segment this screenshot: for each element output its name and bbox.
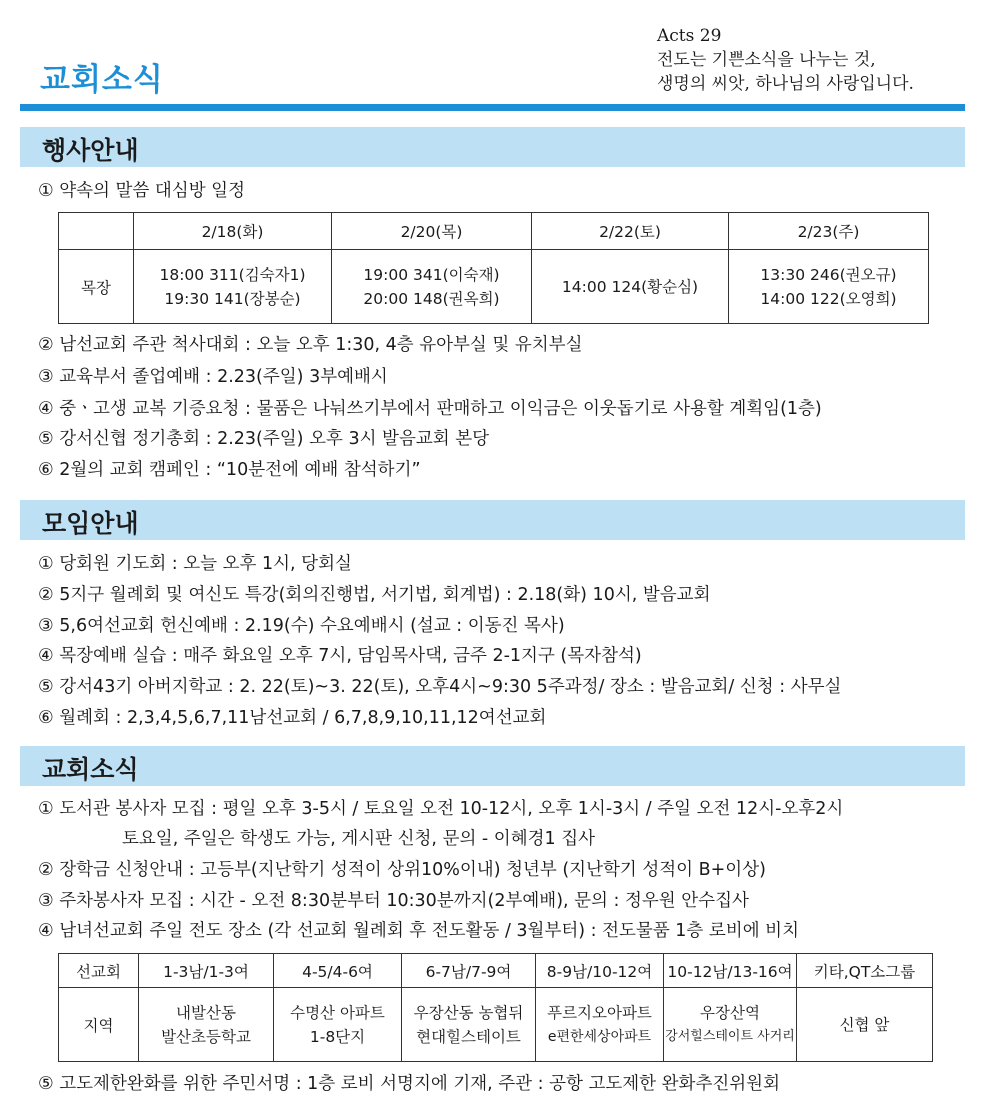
header-divider bbox=[20, 104, 965, 111]
motto bbox=[657, 24, 914, 96]
table-cell bbox=[536, 988, 664, 1062]
events-item-3: ③ 교육부서 졸업예배 : 2.23(주일) 3부예배시 bbox=[38, 367, 388, 387]
cell-line: e편한세상아파트 bbox=[547, 1028, 652, 1045]
table-cell bbox=[729, 250, 929, 324]
news-item-3: ③ 주차봉사자 모집 : 시간 - 오전 8:30분부터 10:30분까지(2부예배), 문의 : 정우원 안수집사 bbox=[38, 891, 749, 911]
table-header-cell: 선교회 bbox=[59, 954, 139, 988]
news-item-1: ① 도서관 봉사자 모집 : 평일 오후 3-5시 / 토요일 오전 10-12시, 오후 1시-3시 / 주일 오전 12시-오후2시 bbox=[38, 799, 844, 819]
meetings-item-4: ④ 목장예배 실습 : 매주 화요일 오후 7시, 담임목사댁, 금주 2-1지구 (목자참석) bbox=[38, 646, 642, 666]
table-header-cell: 1-3남/1-3여 bbox=[139, 954, 274, 988]
section-events-bar bbox=[20, 127, 965, 167]
news-item-1-detail: 토요일, 주일은 학생도 가능, 게시판 신청, 문의 - 이혜경1 집사 bbox=[122, 829, 596, 849]
cell-line: 현대힐스테이트 bbox=[416, 1027, 521, 1046]
section-meetings-bar bbox=[20, 500, 965, 540]
table-header-cell: 2/20(목) bbox=[332, 213, 532, 250]
news-item-4: ④ 남녀선교회 주일 전도 장소 (각 선교회 월례회 후 전도활동 / 3월부터) : 전도물품 1층 로비에 비치 bbox=[38, 921, 799, 941]
table-cell bbox=[532, 250, 729, 324]
events-item-4: ④ 중ㆍ고생 교복 기증요청 : 물품은 나눠쓰기부에서 판매하고 이익금은 이웃돕기로 사용할 계획임(1층) bbox=[38, 399, 822, 419]
motto-line: Acts 29 bbox=[657, 26, 722, 46]
meetings-item-1: ① 당회원 기도회 : 오늘 오후 1시, 당회실 bbox=[38, 554, 352, 574]
table-header-row bbox=[59, 213, 929, 250]
cell-line: 수명산 아파트 bbox=[290, 1003, 385, 1022]
table-header-cell: 6-7남/7-9여 bbox=[402, 954, 536, 988]
table-cell bbox=[664, 988, 797, 1062]
table-header-cell: 2/18(화) bbox=[134, 213, 332, 250]
cell-line: 19:00 341(이숙재) bbox=[363, 265, 500, 284]
cell-line: 19:30 141(장봉순) bbox=[164, 289, 301, 308]
news-item-2: ② 장학금 신청안내 : 고등부(지난학기 성적이 상위10%이내) 청년부 (지난학기 성적이 B+이상) bbox=[38, 860, 766, 880]
events-item-6: ⑥ 2월의 교회 캠페인 : “10분전에 예배 참석하기” bbox=[38, 460, 421, 480]
cell-line: 푸르지오아파트 bbox=[547, 1003, 652, 1022]
section-news-bar bbox=[20, 746, 965, 786]
table-row bbox=[59, 250, 929, 324]
section-meetings-heading: 모임안내 bbox=[42, 509, 139, 538]
cell-line: 내발산동 bbox=[176, 1003, 236, 1022]
table-cell bbox=[332, 250, 532, 324]
table-header-cell: 10-12남/13-16여 bbox=[664, 954, 797, 988]
cell-line: 발산초등학교 bbox=[161, 1027, 251, 1046]
section-events-heading: 행사안내 bbox=[42, 136, 139, 165]
cell-line: 13:30 246(권오규) bbox=[760, 265, 897, 284]
table-header-cell: 2/22(토) bbox=[532, 213, 729, 250]
table-header-cell: 키타,QT소그룹 bbox=[797, 954, 933, 988]
cell-line: 신협 앞 bbox=[839, 1015, 890, 1034]
meetings-item-3: ③ 5,6여선교회 헌신예배 : 2.19(수) 수요예배시 (설교 : 이동진 목사) bbox=[38, 616, 565, 636]
news-item-5: ⑤ 고도제한완화를 위한 주민서명 : 1층 로비 서명지에 기재, 주관 : 공항 고도제한 완화추진위원회 bbox=[38, 1074, 780, 1094]
section-news-heading: 교회소식 bbox=[42, 755, 139, 784]
table-cell bbox=[274, 988, 402, 1062]
table-corner-cell bbox=[59, 213, 134, 250]
cell-line: 강서힐스테이트 사거리 bbox=[665, 1028, 795, 1044]
motto-line: 전도는 기쁜소식을 나누는 것, bbox=[657, 50, 876, 70]
events-item-2: ② 남선교회 주관 척사대회 : 오늘 오후 1:30, 4층 유아부실 및 유치부실 bbox=[38, 335, 583, 355]
events-item-1: ① 약속의 말씀 대심방 일정 bbox=[38, 181, 245, 201]
meetings-item-2: ② 5지구 월례회 및 여신도 특강(회의진행법, 서기법, 회계법) : 2.18(화) 10시, 발음교회 bbox=[38, 585, 711, 605]
cell-line: 20:00 148(권옥희) bbox=[363, 289, 500, 308]
cell-line: 우장산동 농협뒤 bbox=[413, 1003, 524, 1022]
table-header-row bbox=[59, 954, 933, 988]
meetings-item-5: ⑤ 강서43기 아버지학교 : 2. 22(토)~3. 22(토), 오후4시~9:30 5주과정/ 장소 : 발음교회/ 신청 : 사무실 bbox=[38, 677, 842, 697]
cell-line: 1-8단지 bbox=[309, 1027, 366, 1046]
outreach-location-table bbox=[58, 953, 933, 1062]
table-cell bbox=[134, 250, 332, 324]
table-row bbox=[59, 988, 933, 1062]
cell-line: 우장산역 bbox=[700, 1003, 760, 1022]
table-header-cell: 4-5/4-6여 bbox=[274, 954, 402, 988]
table-cell bbox=[797, 988, 933, 1062]
page-title: 교회소식 bbox=[40, 62, 164, 98]
table-cell bbox=[402, 988, 536, 1062]
events-item-5: ⑤ 강서신협 정기총회 : 2.23(주일) 오후 3시 발음교회 본당 bbox=[38, 429, 490, 449]
cell-line: 18:00 311(김숙자1) bbox=[159, 265, 306, 284]
table-row-label: 지역 bbox=[59, 988, 139, 1062]
table-cell bbox=[139, 988, 274, 1062]
visitation-schedule-table bbox=[58, 212, 929, 324]
motto-line: 생명의 씨앗, 하나님의 사랑입니다. bbox=[657, 74, 914, 94]
cell-line: 14:00 122(오영희) bbox=[760, 289, 897, 308]
table-header-cell: 8-9남/10-12여 bbox=[536, 954, 664, 988]
table-header-cell: 2/23(주) bbox=[729, 213, 929, 250]
table-row-label: 목장 bbox=[59, 250, 134, 324]
meetings-item-6: ⑥ 월례회 : 2,3,4,5,6,7,11남선교회 / 6,7,8,9,10,11,12여선교회 bbox=[38, 708, 547, 728]
cell-line: 14:00 124(황순심) bbox=[561, 277, 699, 296]
